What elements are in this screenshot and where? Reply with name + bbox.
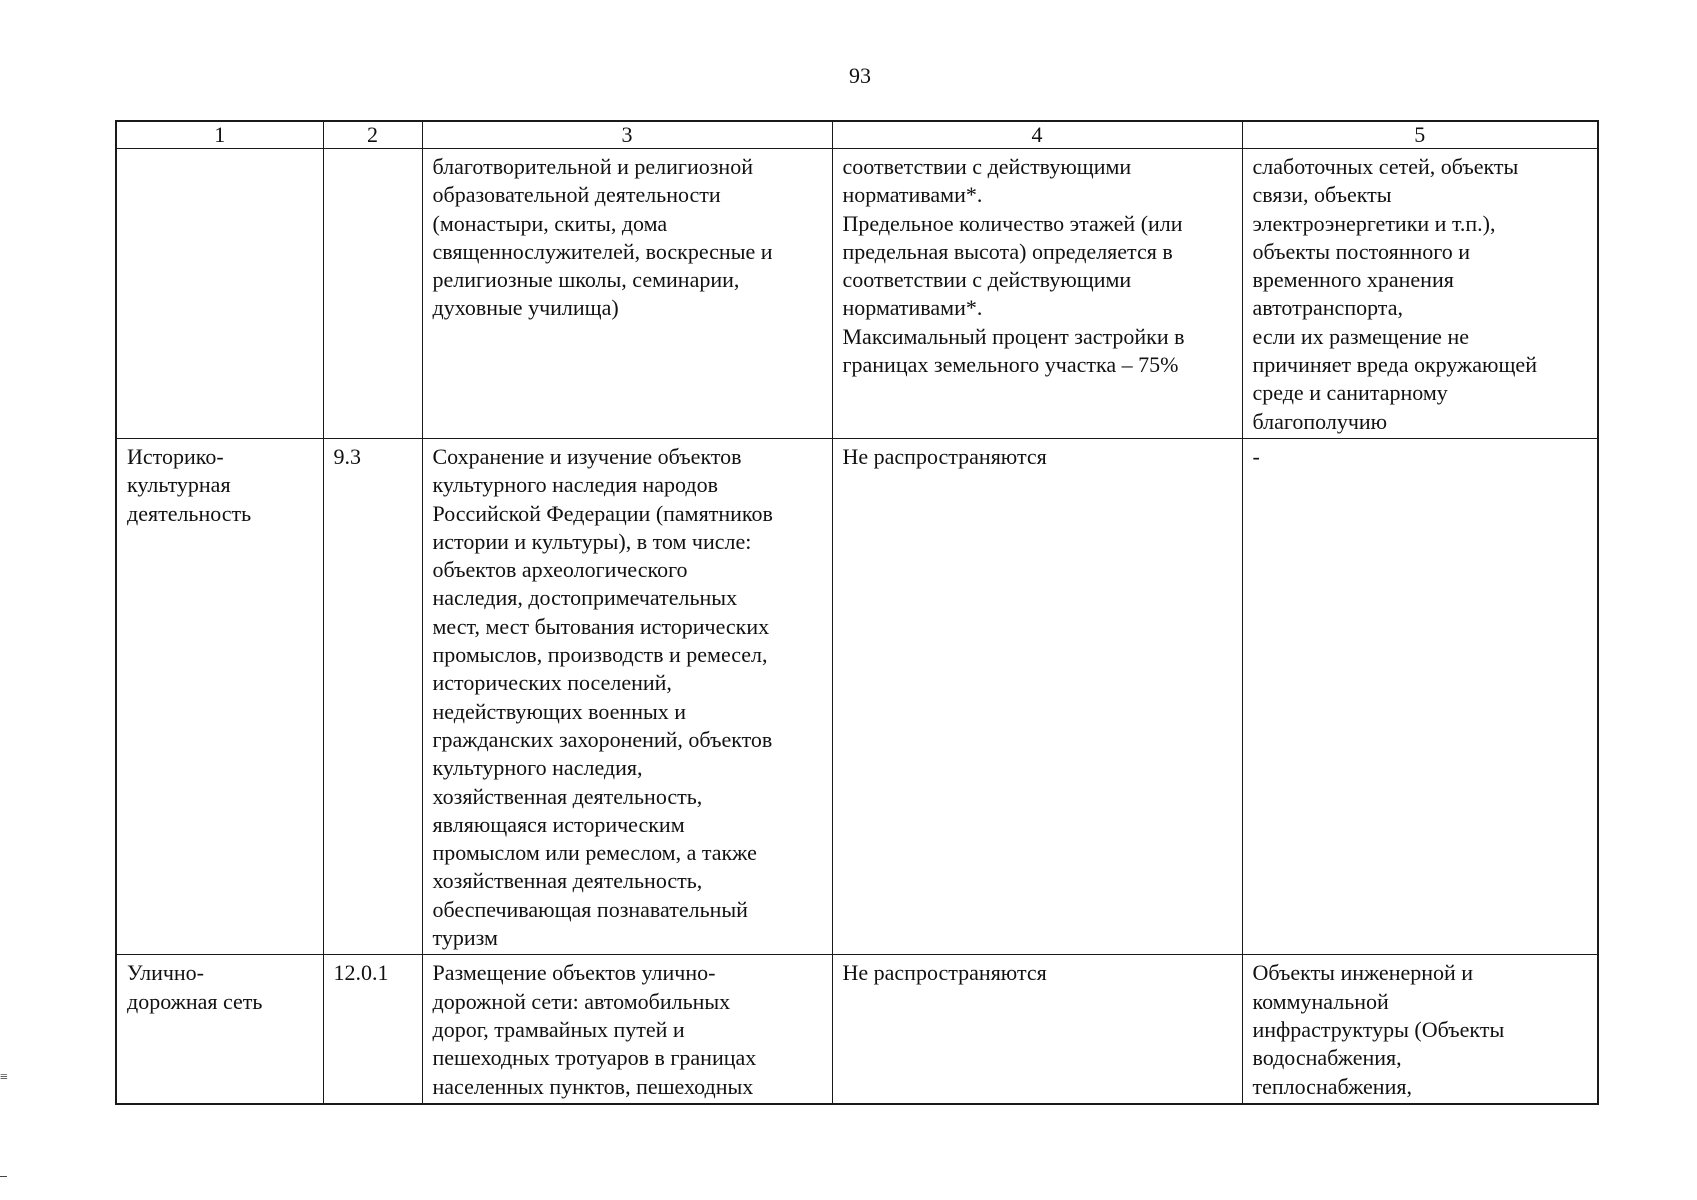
column-number-2: 2 <box>323 121 422 149</box>
cell-auxiliary-uses: слаботочных сетей, объекты связи, объекты электроэнергетики и т.п.), объекты постоянного и временного хранения автотранспорта, если их размещение не причиняет вреда окружающей среде и санитарному благополучию <box>1242 149 1598 439</box>
cell-auxiliary-uses: - <box>1242 438 1598 954</box>
cell-use-code <box>323 149 422 439</box>
cell-use-type: Улично- дорожная сеть <box>116 955 323 1104</box>
cell-use-description: Размещение объектов улично- дорожной сети: автомобильных дорог, трамвайных путей и пешеходных тротуаров в границах населенных пунктов, пешеходных <box>422 955 832 1104</box>
scan-edge-dash <box>0 1176 7 1177</box>
column-number-1: 1 <box>116 121 323 149</box>
column-number-3: 3 <box>422 121 832 149</box>
cell-use-code: 12.0.1 <box>323 955 422 1104</box>
cell-parameters: соответствии с действующими нормативами*. Предельное количество этажей (или предельная высота) определяется в соответствии с действующими нормативами*. Максимальный процент застройки в границах земельного участка – 75% <box>832 149 1242 439</box>
page-number: 93 <box>849 63 871 88</box>
table-row-continuation <box>116 149 1598 439</box>
cell-use-code: 9.3 <box>323 438 422 954</box>
cell-use-type: Историко- культурная деятельность <box>116 438 323 954</box>
cell-use-description: благотворительной и религиозной образовательной деятельности (монастыри, скиты, дома священнослужителей, воскресные и религиозные школы, семинарии, духовные училища) <box>422 149 832 439</box>
cell-use-type <box>116 149 323 439</box>
column-number-4: 4 <box>832 121 1242 149</box>
cell-use-description: Сохранение и изучение объектов культурного наследия народов Российской Федерации (памятников истории и культуры), в том числе: объектов археологического наследия, достопримечательных мест, мест бытования исторических промыслов, производств и ремесел, исторических поселений, недействующих военных и гражданских захоронений, объектов культурного наследия, хозяйственная деятельность, являющаяся историческим промыслом или ремеслом, а также хозяйственная деятельность, обеспечивающая познавательный туризм <box>422 438 832 954</box>
cell-parameters: Не распространяются <box>832 438 1242 954</box>
permitted-use-table <box>115 120 1599 1105</box>
cell-auxiliary-uses: Объекты инженерной и коммунальной инфраструктуры (Объекты водоснабжения, теплоснабжения, <box>1242 955 1598 1104</box>
cell-parameters: Не распространяются <box>832 955 1242 1104</box>
column-number-5: 5 <box>1242 121 1598 149</box>
scan-edge-mark: ≡ <box>0 1070 8 1085</box>
table-row-street-road-network <box>116 955 1598 1104</box>
table-header-row <box>116 121 1598 149</box>
table-row-historical-cultural <box>116 438 1598 954</box>
